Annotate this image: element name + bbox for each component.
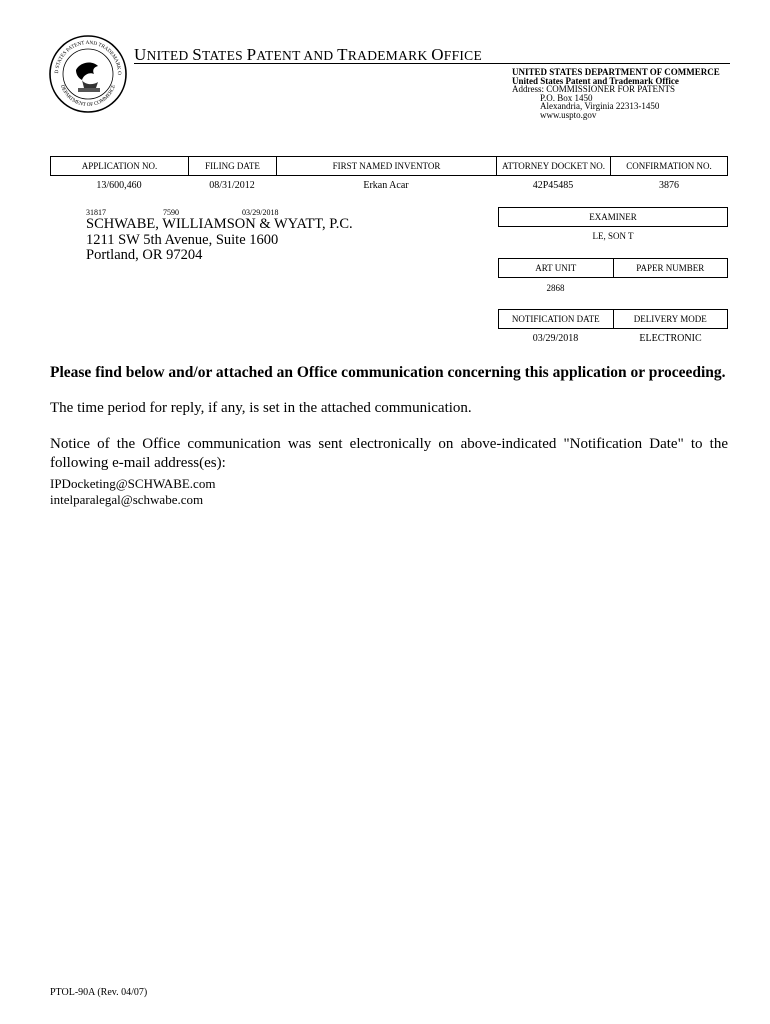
correspondence-code: 7590 [163,208,179,217]
art-unit-label: ART UNIT [499,259,614,277]
email-address: IPDocketing@SCHWABE.com [50,476,216,491]
department-address-block [512,68,720,120]
examiner-value: LE, SON T [592,231,634,241]
attorney-docket-no-value: 42P45485 [532,180,574,191]
header-application-no: APPLICATION NO. [51,157,189,175]
examiner-label-box [498,207,728,227]
correspondence-date: 03/29/2018 [242,208,279,217]
uspto-seal-logo [48,34,128,114]
notification-date-label: NOTIFICATION DATE [499,310,614,328]
dept-line-5: Alexandria, Virginia 22313-1450 [540,101,660,112]
correspondence-address [86,217,353,264]
application-no-value: 13/600,460 [96,180,142,191]
reply-period-text: The time period for reply, if any, is set in the attached communication. [50,400,472,416]
email-address: intelparalegal@schwabe.com [50,492,204,507]
header-confirmation-no: CONFIRMATION NO. [626,161,712,171]
first-named-inventor-value: Erkan Acar [363,180,409,191]
seal-text-bottom: DEPARTMENT OF COMMERCE [59,84,117,109]
examiner-label: EXAMINER [589,212,637,222]
seal-text-top: D STATES PATENT AND TRADEMARK O [53,39,123,76]
art-unit-box [498,258,728,278]
header-filing-date: FILING DATE [189,157,277,175]
art-unit-value: 2868 [546,283,565,293]
addressee-name: SCHWABE, WILLIAMSON & WYATT, P.C. [86,216,353,232]
delivery-mode-value: ELECTRONIC [639,333,702,344]
electronic-notice-text: Notice of the Office communication was sent electronically on above-indicated "Notification Date" to the following e-mail address(es): [50,436,728,471]
dept-line-3: Address: COMMISSIONER FOR PATENTS [512,84,675,95]
dept-line-1: UNITED STATES DEPARTMENT OF COMMERCE [512,67,720,77]
notification-box [498,309,728,329]
delivery-mode-label: DELIVERY MODE [633,314,707,324]
customer-number: 31817 [86,208,106,217]
office-communication-headline: Please find below and/or attached an Office communication concerning this application or proceeding. [50,364,726,381]
dept-line-6: www.uspto.gov [540,109,597,120]
office-title: UNITED STATES PATENT AND TRADEMARK OFFICE [134,45,483,64]
notification-date-value: 03/29/2018 [532,333,579,344]
address-street: 1211 SW 5th Avenue, Suite 1600 [86,231,279,248]
header-first-named-inventor: FIRST NAMED INVENTOR [277,157,497,175]
header-rule [134,63,730,64]
dept-line-4: P.O. Box 1450 [540,92,593,103]
address-city: Portland, OR 97204 [86,247,203,263]
dept-line-2: United States Patent and Trademark Office [512,75,679,86]
confirmation-no-value: 3876 [659,180,679,191]
form-identifier: PTOL-90A (Rev. 04/07) [50,987,148,998]
filing-date-value: 08/31/2012 [209,180,255,191]
header-attorney-docket-no: ATTORNEY DOCKET NO. [497,157,611,175]
application-header-row [50,156,728,176]
paper-number-label: PAPER NUMBER [636,263,705,273]
